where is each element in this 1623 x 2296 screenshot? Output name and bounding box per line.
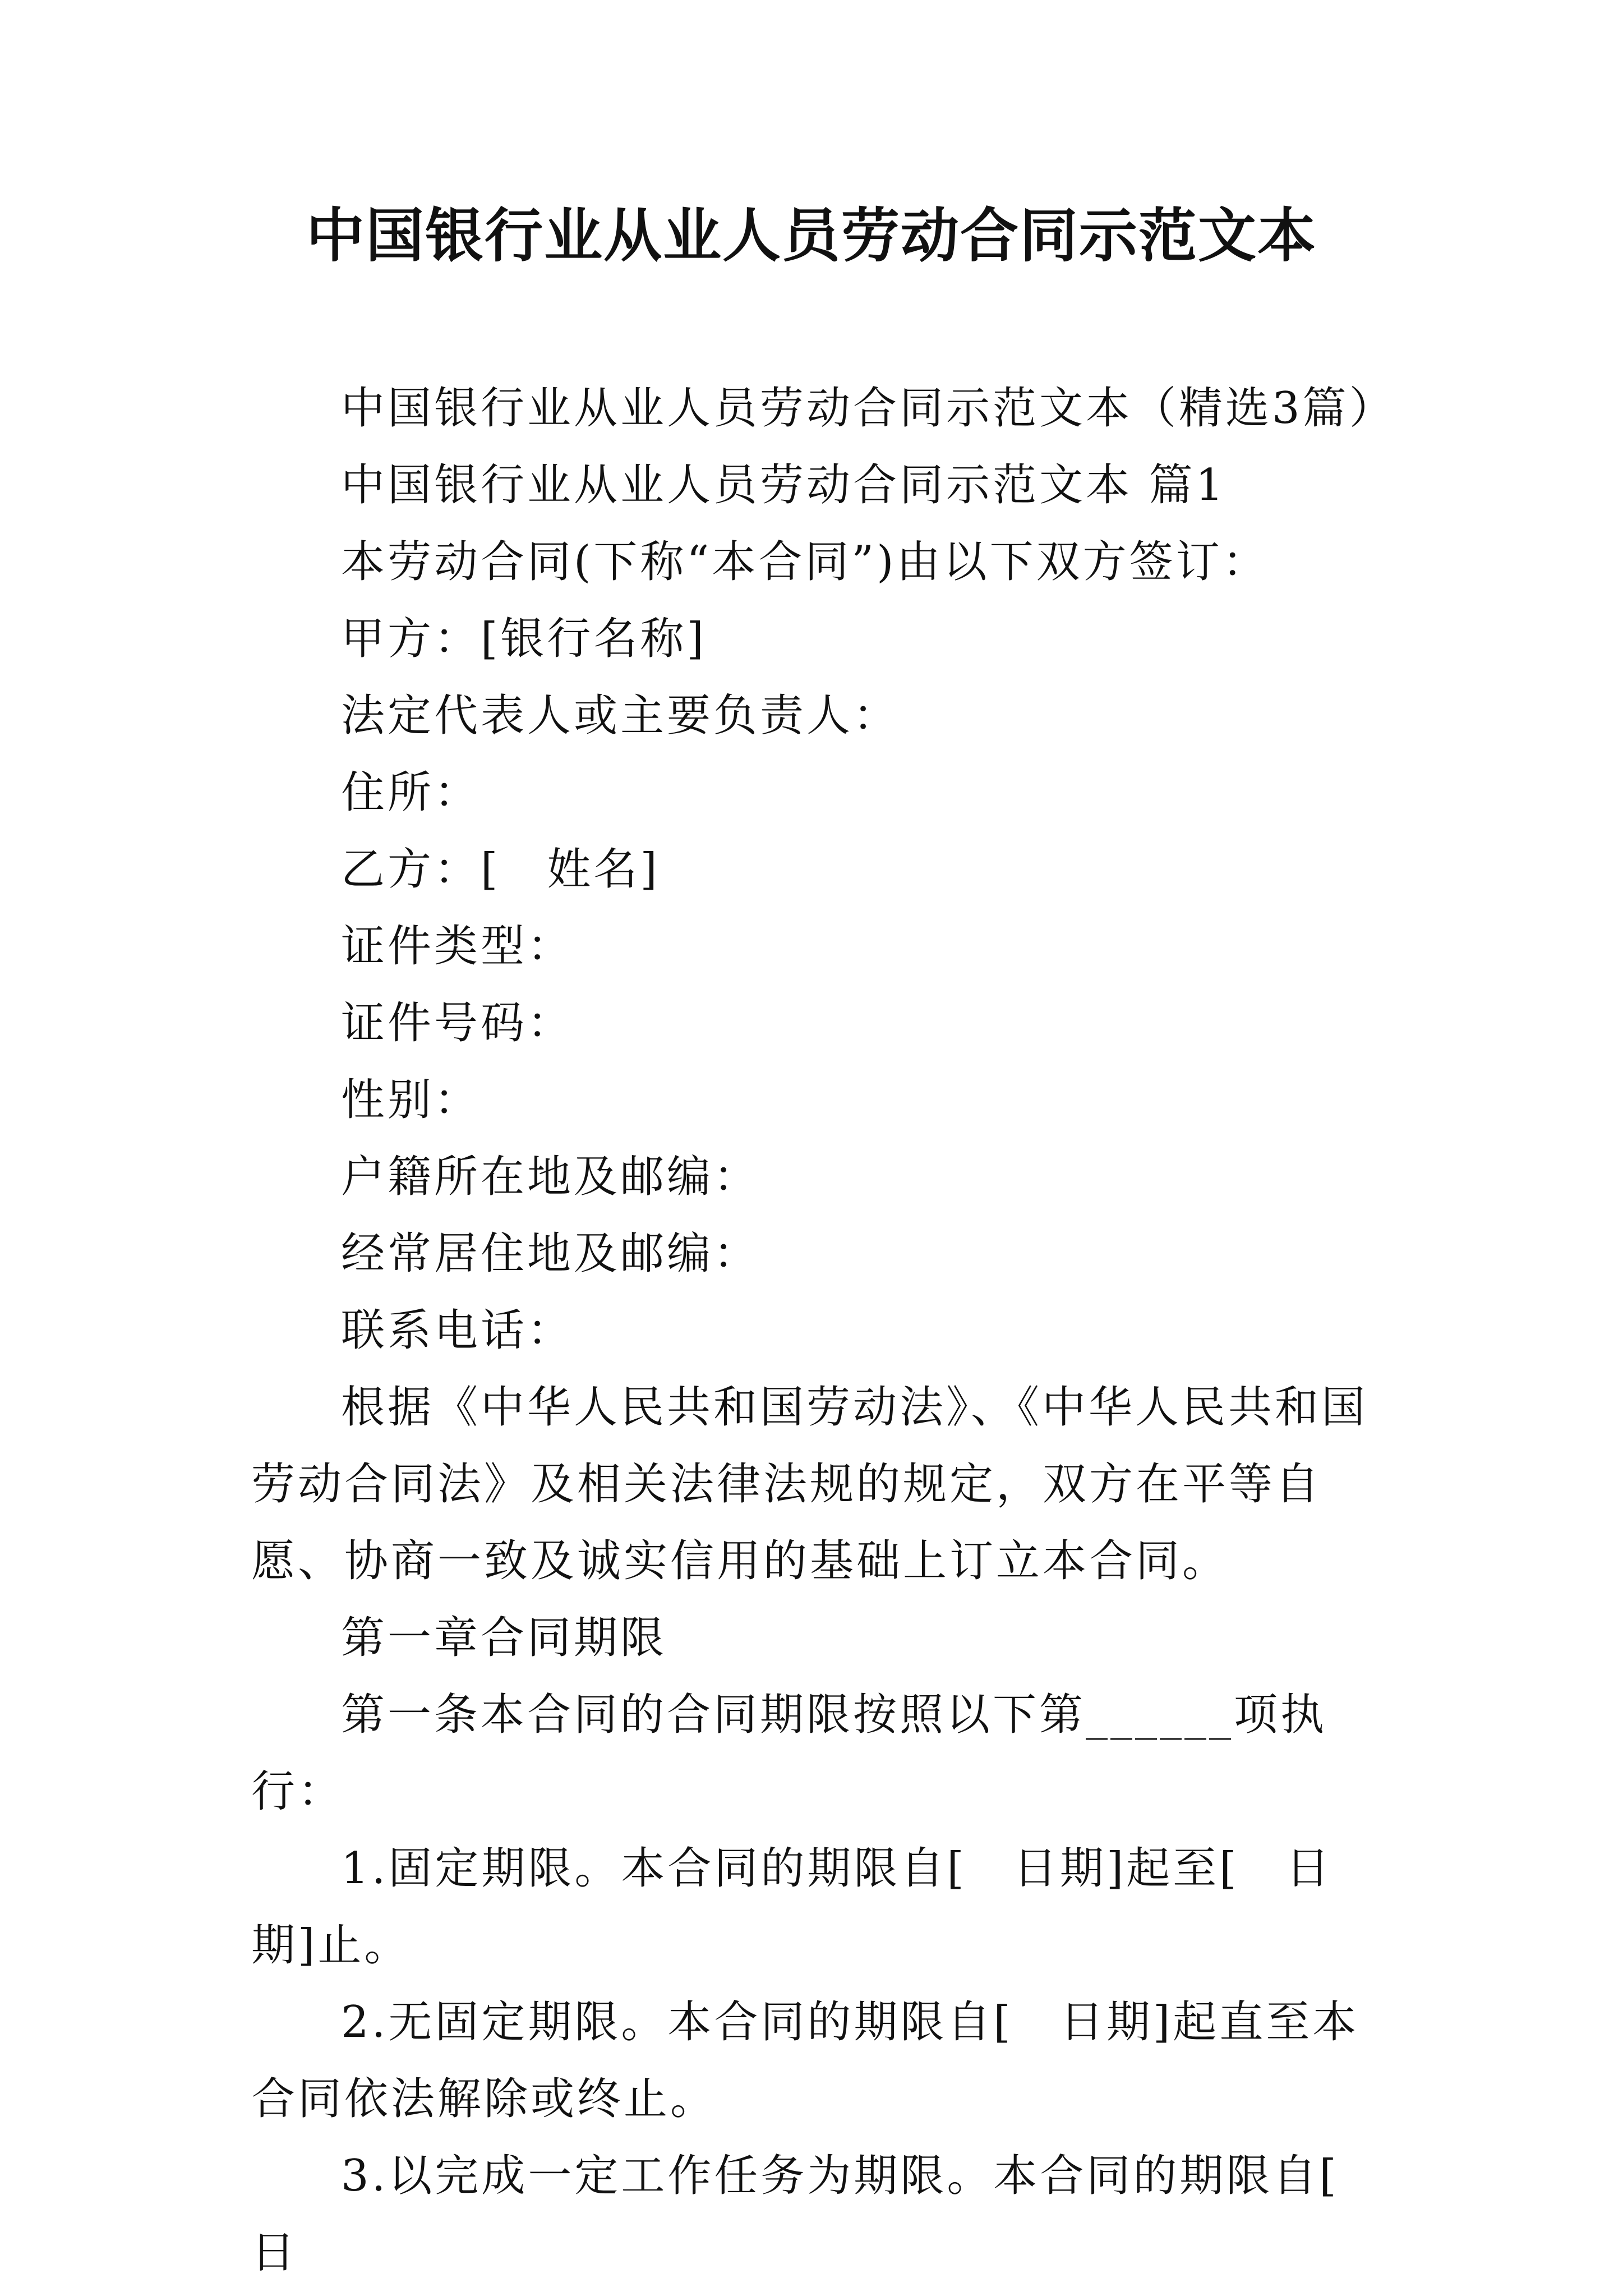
paragraph-open-term: 2.无固定期限。本合同的期限自[ 日期]起直至本合同依法解除或终止。 (251, 1997, 1359, 2124)
paragraph-party-a: 甲方：[银行名称] (341, 614, 707, 664)
paragraph-residence: 经常居住地及邮编： (341, 1228, 760, 1279)
paragraph-intro: 本劳动合同(下称“本合同”)由以下双方签订： (341, 537, 1269, 587)
paragraph-party-b: 乙方：[ 姓名] (341, 844, 660, 895)
paragraph-subtitle: 中国银行业从业人员劳动合同示范文本（精选3篇） (341, 383, 1396, 434)
paragraph-section-heading: 中国银行业从业人员劳动合同示范文本 篇1 (341, 460, 1227, 510)
paragraph-address: 住所： (341, 767, 481, 818)
paragraph-household-registration: 户籍所在地及邮编： (341, 1152, 760, 1202)
paragraph-id-type: 证件类型： (341, 921, 574, 972)
paragraph-legal-basis: 根据《中华人民共和国劳动法》、《中华人民共和国劳动合同法》及相关法律法规的规定，双方在平等自愿、协商一致及诚实信用的基础上订立本合同。 (251, 1382, 1368, 1586)
paragraph-task-term: 3.以完成一定工作任务为期限。本合同的期限自[ 日 (251, 2151, 1386, 2278)
paragraph-gender: 性别： (341, 1075, 481, 1125)
document-body (251, 370, 1395, 2292)
paragraph-fixed-term: 1.固定期限。本合同的期限自[ 日期]起至[ 日期]止。 (251, 1843, 1332, 1971)
paragraph-article-one: 第一条本合同的合同期限按照以下第______项执行： (251, 1690, 1327, 1817)
paragraph-id-number: 证件号码： (341, 998, 574, 1048)
document-title: 中国银行业从业人员劳动合同示范文本 (306, 201, 1317, 270)
paragraph-phone: 联系电话： (341, 1305, 574, 1356)
paragraph-chapter-one: 第一章合同期限 (341, 1613, 667, 1663)
paragraph-legal-representative: 法定代表人或主要负责人： (341, 691, 900, 741)
